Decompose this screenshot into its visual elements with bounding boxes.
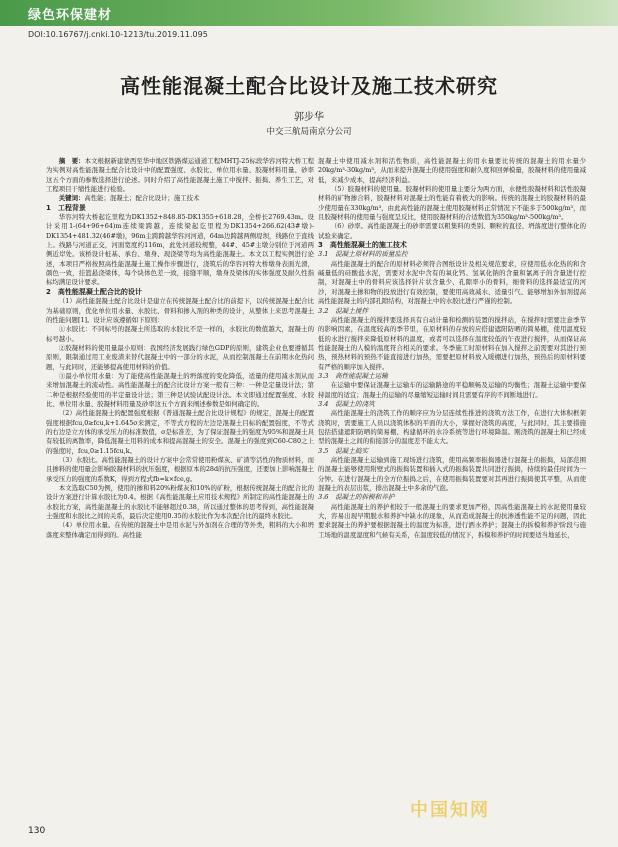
subsection-heading: 3.2 混凝土搅拌: [318, 306, 369, 315]
subsection-heading: 3.4 混凝土的浇筑: [318, 399, 375, 408]
paragraph: 高性能混凝土运输到施工现场进行浇筑，使用高频率振捣器进行混凝土的振捣，局部范围的混凝土能够使用附壁式的振捣装置和插入式的振捣装置共同进行振捣，持续的最佳时间为一分钟。在进行混凝土的全方位振捣之后，在使用振捣装置要对其再进行振捣使其平整，从而使混凝土的表层出浆，排出混凝土中多余的气泡。: [318, 456, 586, 493]
subsection-heading: 3.5 混凝土捣实: [318, 446, 369, 455]
abstract: [46, 157, 314, 194]
paragraph: 混凝土中使用减水剂和活性物质，高性能混凝土的用水量要比传统的混凝土的用水量少20kg/m³-30kg/m³，从而来提升混凝土的使用强度和耐久度和回弹模量，胶凝材料的使用量减低，来减少成本，提高经济利益。: [318, 157, 586, 184]
paragraph: ②胶凝材料的使用量最小原则：我国经济发展践行绿色GDP的原则，建筑企业也要遵循其原则，限制通过用工业废渣来替代混凝土中的一部分的水泥，从而控制混凝土在前期水化热问题，与此同时，还能够提高使用材料的价值。: [46, 343, 314, 371]
paragraph: 本文选取C50为例，使用的掺和料20%粉煤灰和10%的矿粉，根据传统混凝土的配合比的设计方案进行计算水胶比为0.4。根据《高性能混凝土应用技术规程》所制定的高性能混凝土的水胶比方案，高性能混凝土的水胶比不能够超过0.38，所以通过整体的思考得到，高性能混凝土强度和水胶比之间的关系，最后决定使用0.35的水胶比作为本次配合比的最终水胶比。: [46, 484, 314, 521]
abstract-label: 摘 要：: [58, 157, 85, 165]
article-title: 高性能混凝土配合比设计及施工技术研究: [120, 74, 498, 98]
paragraph: 高性能混凝土的配合的原材料必须符合图纸设计及相关规范要求，应使用低水化热的和含碱量低的硅酸盐水泥，需要对水泥中含有的氧化钙、氢氧化钠的含量和氯离子的含量进行控制，对混凝土中的骨料应该选择针片状含量少、孔隙率小的骨料，细骨料的选择最适宜的河沙，对混凝土掺和物的投放进行有效控制，要使用高效减水、适量引气、能够增加外加剂提高高性能混凝土的内部孔隙结构，对混凝土中的水胶比进行严谨的控制。: [318, 259, 586, 306]
author: 郭步华: [294, 112, 324, 123]
watermark: 中国知网: [410, 800, 490, 821]
section-banner: [0, 0, 618, 26]
paragraph: （5）胶凝材料的使用量。胶凝材料的使用量主要分为两方面，水便性胶凝材料和活性胶凝材料的矿物掺合料，胶凝材料对混凝土的性能有着极大的影响。传统的混凝土的胶凝材料的最少使用量在330kg/m³，由此高性能的混凝土使用胶凝材料正常情况下不能多于500kg/m³，而且胶凝材料的使用量与强度呈反比，使用胶凝材料的合适数值为350kg/m³-500kg/m³。: [318, 185, 586, 222]
paragraph: ③最小单位用水量：为了能使高性能混凝土的坍落度的变化降低，适量的使用减水剂从而来增加混凝土的流动性。高性能混凝土的配合比设计方案一般有三种：一种是定量设计法；第二种是根据经验使用的半定量设计法；第三种是试验试配设计法。本文即通过配置强度、水胶比、单位用水量、胶凝材料用量及砂率这五个方面来阐述参数是如何确定的。: [46, 371, 314, 408]
keywords-text: 高性能；混凝土；配合比设计；施工技术: [84, 194, 200, 203]
paragraph: 高性能混凝土的浇筑工作的顺序应为分层连续性推进的浇筑方法工作，在进行大体积框架浇筑时，需要施工人员以浇筑体积的平面的大小，掌握好浇筑的高度，与此同时，其主要措施包括搭建遮阳防晒的简易棚、构建循环的水冷系统等进行环境降温。刚浇筑的混凝土和已经成型的混凝土之间的衔接部分的温度差不能太大。: [318, 409, 586, 446]
paragraph: （1）高性能混凝土配合比设计是建立在传统混凝土配合比的前提下，以传统混凝土配合比为基础原则，优化单位用水量、水胶比、骨料和掺入剂的种类的设计，从整体上来思考混凝土的性能问题[1]。设计应该遵循如下原则：: [46, 297, 314, 324]
left-column: [46, 157, 314, 540]
doi: DOI:10.16767/j.cnki.10-1213/tu.2019.11.095: [28, 30, 208, 39]
affiliation: 中交三航局南京分公司: [266, 127, 352, 137]
section-heading: 1 工程背景: [46, 203, 86, 212]
section-banner-text: 绿色环保建材: [28, 8, 113, 23]
paragraph: 高性能混凝土的搅拌要选择具有自动计量和检测的装置的搅拌站，在搅拌时需要注意季节的影响因素，在温度较高的季节里，在原材料的存放的应搭建遮阳防晒的简易棚，使用温度较低的水进行搅拌来降低原材料的温度，或者可以选择在温度较低的午夜进行搅拌，从而保证高性能混凝土的人模的温度符合相关的要求。冬季施工时原材料在加入搅拌之前需要对其进行预热，预热材料的预热不能直接进行加热，需要把原材料放入暖棚进行加热，预热后的原材料要有严格的顺序加入搅拌。: [318, 315, 586, 371]
page-number: 130: [28, 826, 46, 836]
subsection-heading: 3.6 混凝土的拆模和养护: [318, 493, 395, 502]
right-column: [318, 157, 586, 540]
keywords-label: 关键词：: [58, 194, 85, 203]
paragraph: （3）水胶比。高性能混凝土的设计方案中会常常使用粉煤灰、矿渣等活性的物质材料，而且掺料的使用量会影响胶凝材料的抗压强度，根据原本的28d的抗压强度，还要加上影响混凝土承受压力的强度的系数K，得到方程式fb=k×fce,g。: [46, 456, 314, 483]
paragraph: 华容河特大桥起讫里程为DK1352+848.85-DK1355+618.28，全桥长2769.43m。设计采用1-(64+96+64)m连续梁跨越，连续梁起讫里程为DK1354+266.62(43#墩)-DK1354+481.32(46#墩)，96m主跨跨越华容河河道，64m边跨越两侧堤坝，线路位于直线上。线路与河道正交，河面宽度约116m，此处河道较规整，44#、45#主墩分别位于河道两侧近岸处。该桥设计桩基、承台、墩身、现浇梁等均为高性能混凝土。本文以工程实例进行论述，本项目严格按照高性能混凝土施工操作步骤进行，浇筑后的华容河特大桥墩身表面光滑，颜色一致，挂篮悬浇梁体，每个块体色差一致，接缝平顺，墩身及梁体的实体强度及耐久性指标均满足设计要求。: [46, 213, 314, 287]
paragraph: （2）高性能混凝土的配置强度根据《普通混凝土配合比设计规程》的规定，混凝土的配置强度根据fcu,0≥fcu,k+1.645σ来测定，不等式方程的左边是混凝土目标的配置强度，不等式的右边是立方体的承受压力的标准数值，σ是标准差，为了保证混凝土的强度为95%和混凝土具有较低的离散率，降低混凝土用料的成本和提高混凝土的安全。混凝土的强度到C60-C80之上的强度时，fcu,0≥1.15fcu,k。: [46, 409, 314, 455]
paragraph: 高性能混凝土的养护相较于一般混凝土的要求更加严格，因高性能混凝土的水泥使用量较大，容易出现早期脱水和养护中缺水的现象，从而造成混凝土的抗渗透性能不足的问题，因此要求混凝土的养护要根据混凝土的温度为标准，进行洒水养护；混凝土的拆模和养护阶段与施工场地的温度湿度和气候有关系，在温度较低的情况下，拆模和养护的时间要适当地延长，: [318, 502, 586, 539]
section-heading: 2 高性能混凝土配合比的设计: [46, 287, 142, 296]
paragraph: 在运输中要保证混凝土运输车的运输路途的平稳顺畅及运输的均衡性；混凝土运输中要保持温度的适宜；混凝土的运输的尽量缩短运输时间且需要有序的不间断地进行。: [318, 381, 586, 399]
subsection-heading: 3.3 高性能混凝土运输: [318, 371, 388, 380]
paragraph: （4）单位用水量。在传统的混凝土中是用水泥与外加剂在合理的等外类，粗料的大小和坍落度来整体确定而得到的。高性能: [46, 521, 314, 539]
paragraph: （6）砂率。高性能混凝土的砂率需要以粗集料的类别、颗粒的直径、坍落度进行整体化的试验来确定。: [318, 222, 586, 240]
paragraph: ①水胶比：不同标号的混凝土所选取的水胶比不是一样的，水胶比的数值越大，混凝土的标号越小。: [46, 325, 314, 343]
section-heading: 3 高性能混凝土的施工技术: [318, 241, 407, 250]
subsection-heading: 3.1 混凝土原材料的质量监控: [318, 250, 408, 259]
abstract-text: 本文根据新建蒙西至华中地区铁路煤运通道工程MHTJ-25标段华容河特大桥工程为实例对高性能混凝土配合比设计中的配置强度、水胶比、单位用水量、胶凝材料用量、砂率这五个方面的参数选择进行论述。同时介绍了高性能混凝土施工中搅拌、振捣、养生工艺，对工程项目干缩性能进行检验。: [46, 157, 314, 194]
keywords: [46, 194, 314, 203]
